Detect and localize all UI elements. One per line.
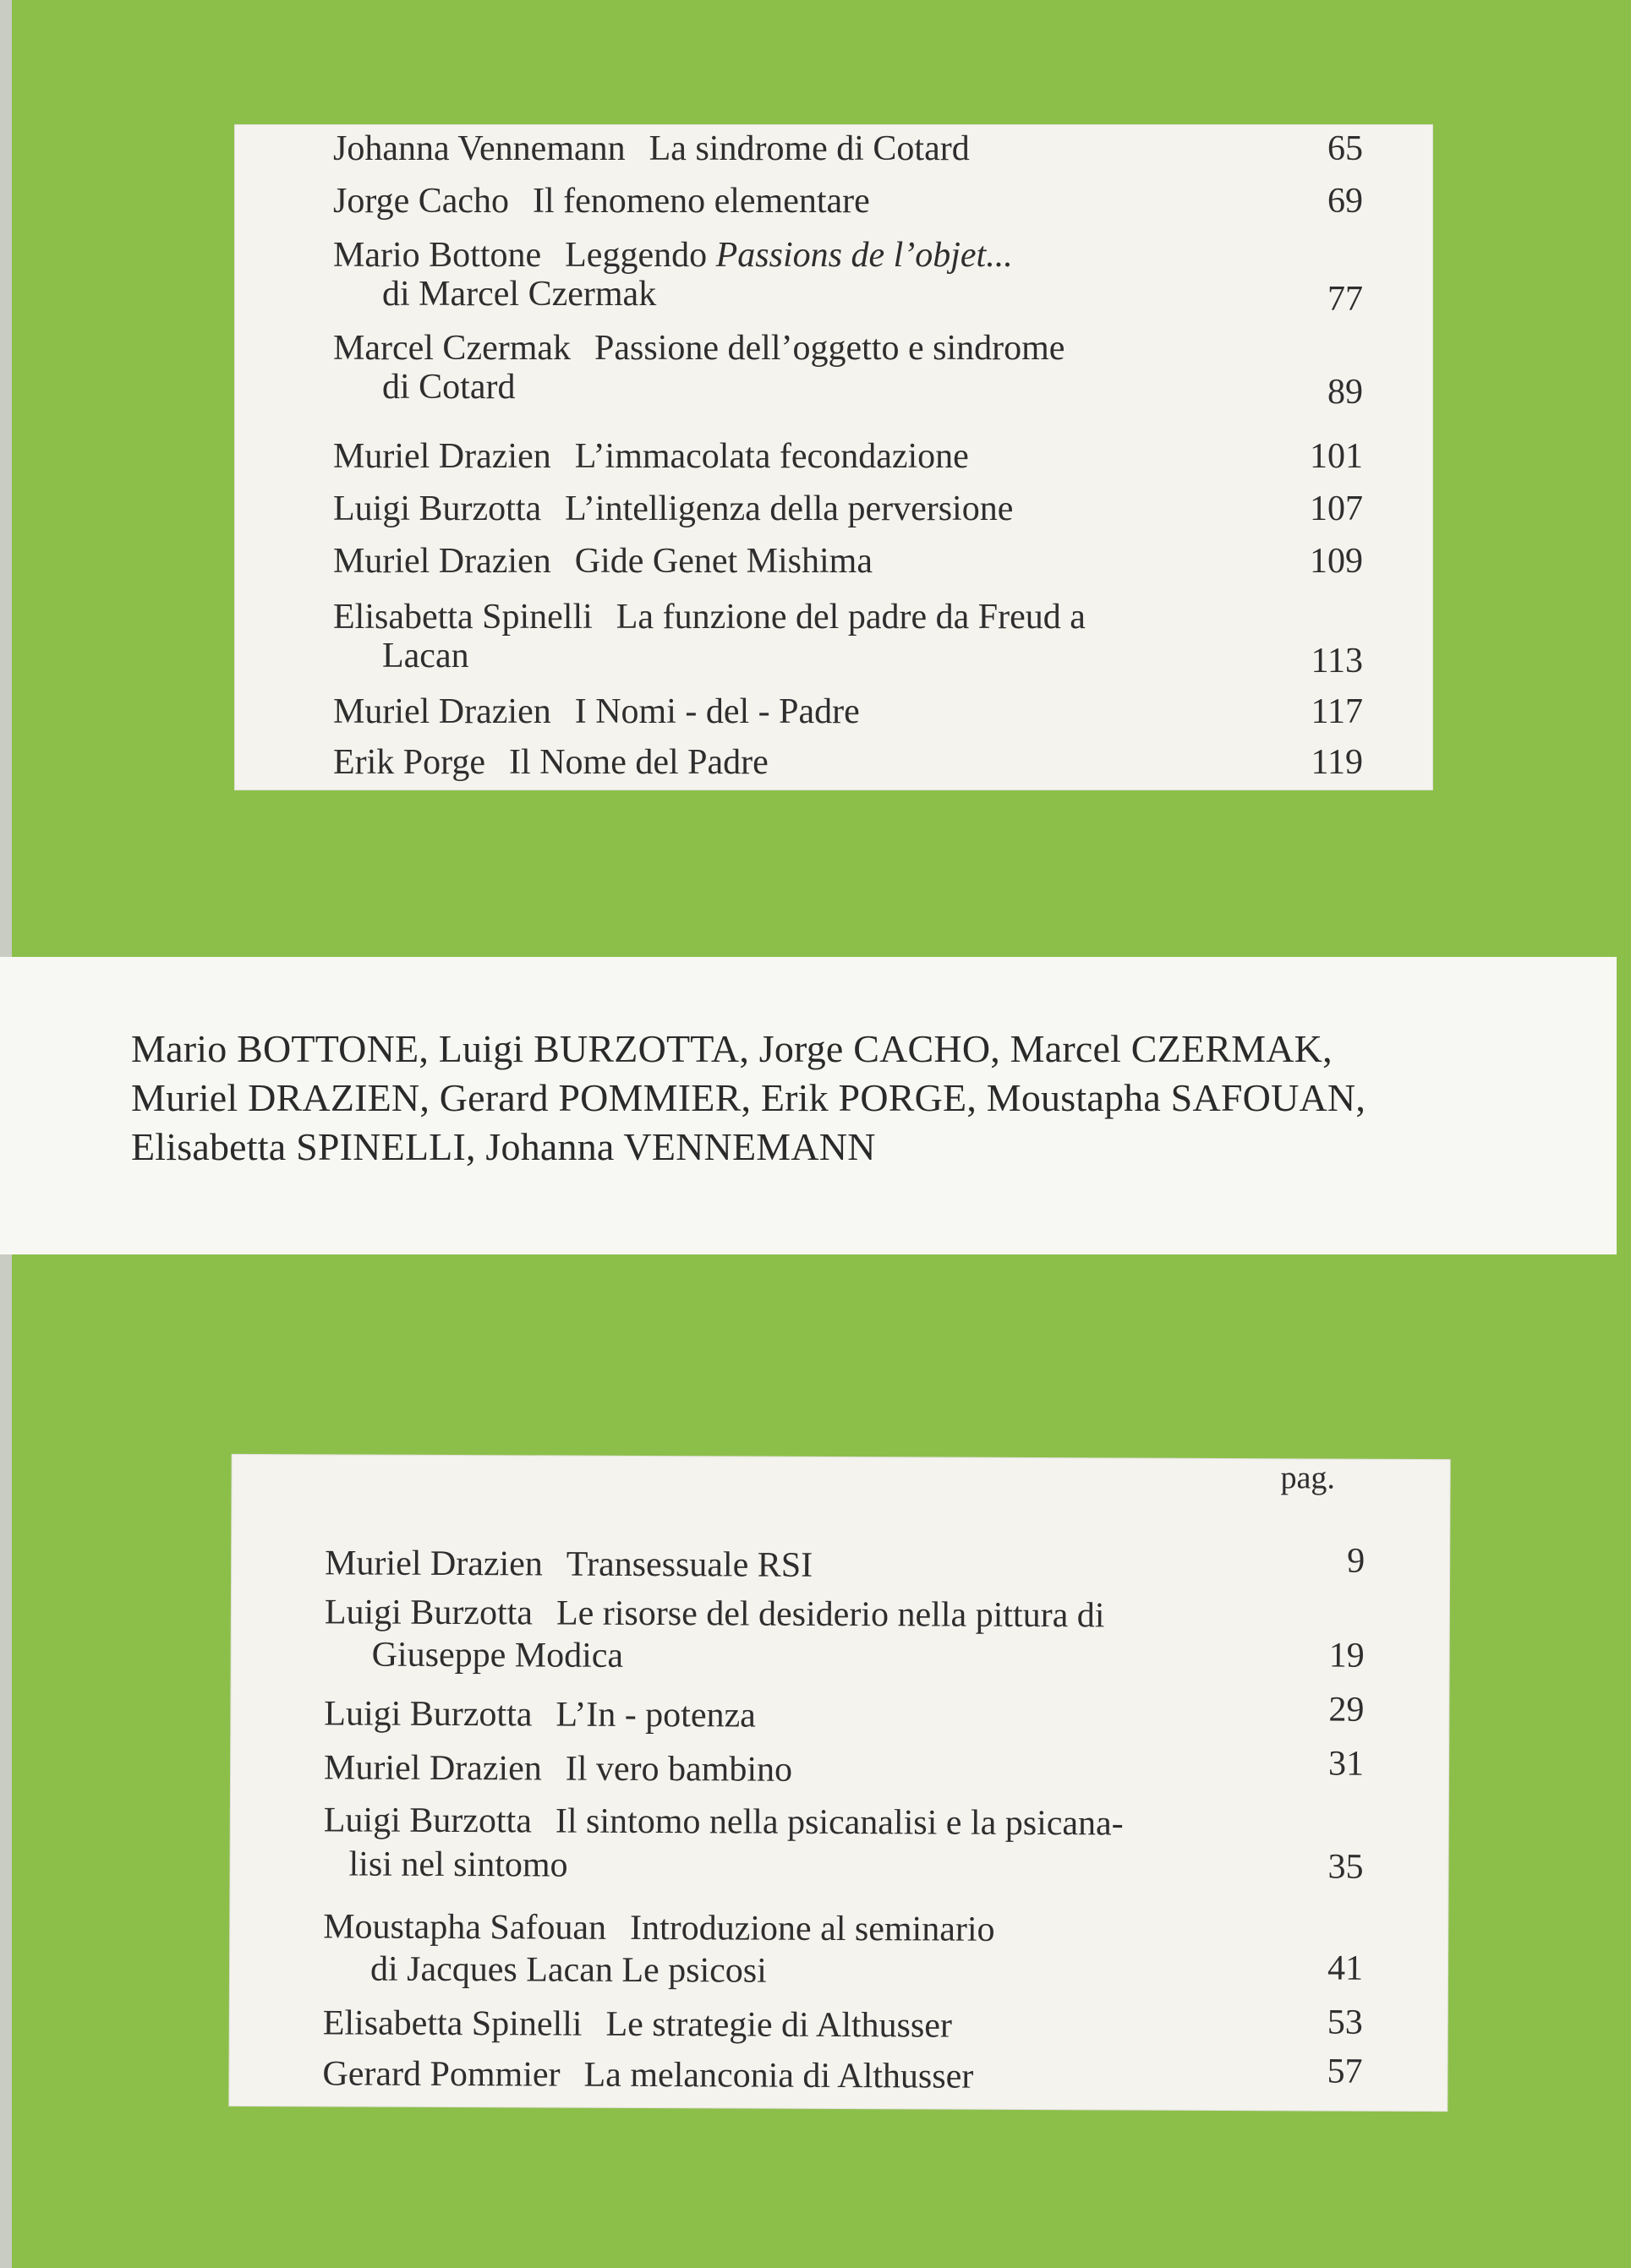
toc-title: Le strategie di Althusser bbox=[605, 2004, 953, 2046]
toc-entry bbox=[333, 541, 1363, 582]
toc-entry bbox=[333, 235, 1363, 319]
toc-title-cont: di Jacques Lacan Le psicosi bbox=[369, 1949, 767, 1991]
toc-entry bbox=[323, 1744, 1365, 1790]
toc-author: Jorge Cacho bbox=[333, 182, 510, 221]
authors-line: Mario BOTTONE, Luigi BURZOTTA, Jorge CACHO, Marcel CZERMAK, bbox=[131, 1027, 1333, 1070]
toc-author: Gerard Pommier bbox=[322, 2054, 561, 2095]
toc-author: Marcel Czermak bbox=[333, 329, 572, 368]
toc-entry bbox=[333, 742, 1363, 783]
toc-title: Gide Genet Mishima bbox=[574, 542, 873, 581]
toc-page: 29 bbox=[1328, 1690, 1365, 1730]
toc-entry bbox=[333, 128, 1363, 169]
toc-page: 35 bbox=[1327, 1847, 1364, 1887]
toc-page: 77 bbox=[1327, 280, 1363, 319]
toc-author: Muriel Drazien bbox=[333, 437, 551, 476]
toc-author: Muriel Drazien bbox=[323, 1748, 542, 1789]
toc-entry bbox=[322, 2003, 1363, 2046]
toc-entry bbox=[333, 181, 1363, 221]
toc-title: I Nomi - del - Padre bbox=[574, 692, 860, 731]
toc-entry bbox=[322, 2052, 1363, 2096]
toc-author: Luigi Burzotta bbox=[324, 1694, 533, 1735]
toc-author: Luigi Burzotta bbox=[323, 1801, 533, 1841]
toc-page: 57 bbox=[1327, 2052, 1363, 2091]
toc-author: Muriel Drazien bbox=[333, 692, 551, 731]
toc-entry bbox=[333, 436, 1363, 477]
toc-page: 101 bbox=[1310, 437, 1363, 476]
toc-author: Luigi Burzotta bbox=[324, 1593, 534, 1633]
toc-author: Muriel Drazien bbox=[333, 542, 551, 581]
toc-page: 119 bbox=[1311, 743, 1363, 782]
toc-page: 113 bbox=[1311, 642, 1363, 680]
authors-line: Muriel DRAZIEN, Gerard POMMIER, Erik PORGE, Moustapha SAFOUAN, bbox=[131, 1076, 1366, 1119]
toc-title-cont: Lacan bbox=[382, 637, 469, 675]
toc-title: La melanconia di Althusser bbox=[583, 2055, 974, 2096]
toc-page: 53 bbox=[1327, 2003, 1363, 2042]
toc-entry bbox=[333, 691, 1363, 732]
toc-author: Luigi Burzotta bbox=[333, 489, 542, 528]
toc-entry bbox=[333, 597, 1363, 680]
toc-title: Leggendo bbox=[565, 236, 708, 275]
toc-page: 41 bbox=[1327, 1948, 1364, 1988]
pag-label: pag. bbox=[1280, 1460, 1336, 1496]
toc-title: Introduzione al seminario bbox=[629, 1908, 995, 1949]
toc-author: Elisabetta Spinelli bbox=[322, 2003, 583, 2044]
contents-card-top bbox=[235, 125, 1432, 790]
contents-card-bottom bbox=[229, 1455, 1449, 2111]
toc-author: Johanna Vennemann bbox=[333, 129, 626, 168]
toc-page: 9 bbox=[1347, 1541, 1366, 1581]
toc-author: Mario Bottone bbox=[333, 236, 542, 275]
toc-title-cont: di Cotard bbox=[382, 368, 516, 407]
toc-page: 65 bbox=[1327, 129, 1363, 168]
toc-title: Le risorse del desiderio nella pittura di bbox=[556, 1593, 1105, 1636]
toc-page: 107 bbox=[1310, 489, 1363, 528]
toc-title-cont: Giuseppe Modica bbox=[371, 1635, 624, 1675]
toc-title: Passione dell’oggetto e sindrome bbox=[594, 329, 1065, 368]
toc-title: La funzione del padre da Freud a bbox=[616, 598, 1086, 637]
toc-title-italic: Passions de l’objet... bbox=[715, 236, 1013, 275]
authors-line: Elisabetta SPINELLI, Johanna VENNEMANN bbox=[131, 1125, 876, 1168]
toc-page: 69 bbox=[1327, 182, 1363, 221]
toc-title-cont: di Marcel Czermak bbox=[382, 275, 657, 314]
toc-page: 109 bbox=[1310, 542, 1363, 581]
toc-title: Il sintomo nella psicanalisi e la psicana- bbox=[555, 1801, 1124, 1844]
toc-title-cont: lisi nel sintomo bbox=[348, 1844, 568, 1885]
toc-title: Il vero bambino bbox=[565, 1749, 793, 1790]
toc-entry bbox=[324, 1592, 1365, 1675]
toc-title: Il fenomeno elementare bbox=[533, 182, 870, 221]
toc-author: Moustapha Safouan bbox=[323, 1907, 607, 1948]
toc-entry bbox=[325, 1541, 1366, 1586]
toc-entry bbox=[333, 328, 1363, 412]
toc-title: Transessuale RSI bbox=[566, 1544, 813, 1585]
toc-title: L’In - potenza bbox=[556, 1695, 756, 1735]
toc-page: 19 bbox=[1328, 1636, 1365, 1675]
toc-entry bbox=[323, 1800, 1364, 1887]
toc-entry bbox=[323, 1906, 1364, 1991]
toc-author: Elisabetta Spinelli bbox=[333, 598, 593, 637]
toc-title: La sindrome di Cotard bbox=[649, 129, 970, 168]
toc-entry bbox=[333, 489, 1363, 529]
toc-entry bbox=[324, 1690, 1365, 1735]
toc-author: Muriel Drazien bbox=[325, 1544, 543, 1584]
toc-title: L’immacolata fecondazione bbox=[574, 437, 969, 476]
authors-strip bbox=[0, 957, 1617, 1254]
toc-title: L’intelligenza della perversione bbox=[565, 489, 1014, 528]
toc-title: Il Nome del Padre bbox=[509, 743, 769, 782]
toc-page: 89 bbox=[1327, 373, 1363, 412]
toc-page: 117 bbox=[1311, 692, 1363, 731]
toc-page: 31 bbox=[1328, 1744, 1365, 1784]
toc-author: Erik Porge bbox=[333, 743, 486, 782]
